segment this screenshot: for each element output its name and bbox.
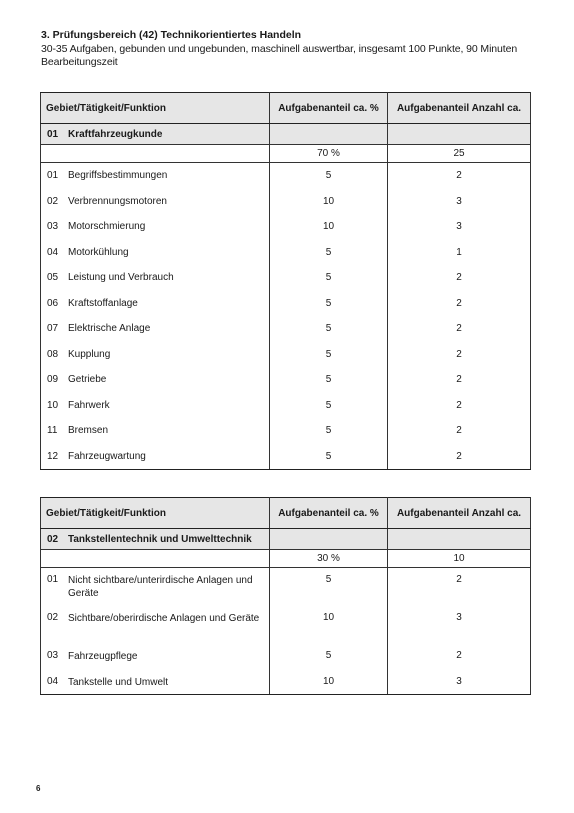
row-code: 07 (47, 323, 59, 335)
row-code: 04 (47, 246, 59, 258)
row-code: 03 (47, 221, 59, 233)
row-code: 08 (47, 348, 59, 360)
row-percent: 5 (270, 316, 388, 342)
row-label: Fahrwerk (68, 399, 110, 411)
table-row (41, 444, 531, 470)
row-code: 03 (47, 649, 59, 661)
row-percent: 5 (270, 265, 388, 291)
total-percent: 30 % (270, 550, 388, 568)
row-count: 3 (388, 189, 531, 215)
table-kraftfahrzeugkunde (40, 92, 531, 470)
column-header-area: Gebiet/Tätigkeit/Funktion (41, 93, 270, 124)
row-code: 01 (47, 170, 59, 182)
row-count: 3 (388, 606, 531, 644)
row-percent: 10 (270, 189, 388, 215)
row-code: 05 (47, 272, 59, 284)
row-count: 2 (388, 316, 531, 342)
table-row (41, 418, 531, 444)
row-label: Motorkühlung (68, 246, 129, 258)
group-row (41, 529, 531, 550)
total-row (41, 550, 531, 568)
row-count: 3 (388, 214, 531, 240)
column-header-percent: Aufgabenanteil ca. % (270, 93, 388, 124)
column-header-percent: Aufgabenanteil ca. % (270, 498, 388, 529)
row-label: Leistung und Verbrauch (68, 272, 174, 284)
row-label: Getriebe (68, 374, 107, 386)
row-percent: 5 (270, 163, 388, 189)
total-percent: 70 % (270, 145, 388, 163)
row-label: Elektrische Anlage (68, 323, 151, 335)
page-number: 6 (36, 784, 41, 793)
table-tankstellentechnik (40, 497, 531, 695)
row-label: Begriffsbestimmungen (68, 170, 168, 182)
row-count: 2 (388, 342, 531, 368)
table-row (41, 367, 531, 393)
row-percent: 10 (270, 214, 388, 240)
group-code: 01 (47, 128, 59, 140)
row-code: 09 (47, 374, 59, 386)
row-count: 2 (388, 444, 531, 470)
row-count: 2 (388, 367, 531, 393)
table-row (41, 342, 531, 368)
row-label: Motorschmierung (68, 221, 146, 233)
row-code: 04 (47, 675, 59, 687)
row-count: 2 (388, 568, 531, 606)
row-count: 2 (388, 163, 531, 189)
row-label: Fahrzeugwartung (68, 450, 146, 462)
row-code: 10 (47, 399, 59, 411)
row-count: 1 (388, 240, 531, 266)
table-header-row (41, 93, 531, 124)
row-percent: 5 (270, 240, 388, 266)
table-row (41, 265, 531, 291)
row-count: 2 (388, 418, 531, 444)
row-percent: 5 (270, 644, 388, 670)
row-code: 01 (47, 574, 59, 585)
row-label: Sichtbare/oberirdische Anlagen und Geräte (68, 612, 260, 624)
row-code: 02 (47, 611, 59, 623)
row-code: 06 (47, 297, 59, 309)
row-label: Bremsen (68, 425, 109, 437)
total-count: 10 (388, 550, 531, 568)
row-code: 11 (47, 425, 58, 437)
row-percent: 5 (270, 444, 388, 470)
column-header-count: Aufgabenanteil Anzahl ca. (388, 498, 531, 529)
table-row (41, 316, 531, 342)
column-header-area: Gebiet/Tätigkeit/Funktion (41, 498, 270, 529)
row-code: 02 (47, 195, 59, 207)
row-label: Fahrzeugpflege (68, 650, 138, 662)
row-percent: 5 (270, 418, 388, 444)
table-row (41, 189, 531, 215)
total-row (41, 145, 531, 163)
column-header-count: Aufgabenanteil Anzahl ca. (388, 93, 531, 124)
row-percent: 10 (270, 606, 388, 644)
row-code: 12 (47, 450, 59, 462)
table-row (41, 670, 531, 695)
section-description: 30-35 Aufgaben, gebunden und ungebunden, maschinell auswertbar, insgesamt 100 Punkte, 90 Minuten Bearbeitungszeit (41, 43, 518, 68)
row-percent: 5 (270, 393, 388, 419)
row-label: Tankstelle und Umwelt (68, 676, 169, 688)
row-count: 2 (388, 265, 531, 291)
group-label: Kraftfahrzeugkunde (68, 128, 163, 140)
group-row (41, 124, 531, 145)
row-percent: 5 (270, 291, 388, 317)
table-row (41, 240, 531, 266)
table-row (41, 606, 531, 644)
row-count: 2 (388, 644, 531, 670)
table-row (41, 568, 531, 606)
section-title: 3. Prüfungsbereich (42) Technikorientiertes Handeln (41, 29, 302, 41)
table-row (41, 393, 531, 419)
row-count: 2 (388, 291, 531, 317)
row-label: Nicht sichtbare/unterirdische Anlagen und Geräte (68, 575, 253, 599)
group-code: 02 (47, 533, 59, 545)
row-label: Kupplung (68, 348, 111, 360)
row-count: 2 (388, 393, 531, 419)
row-percent: 5 (270, 342, 388, 368)
table-row (41, 644, 531, 670)
group-label: Tankstellentechnik und Umwelttechnik (68, 533, 252, 545)
row-count: 3 (388, 670, 531, 695)
row-label: Kraftstoffanlage (68, 297, 138, 309)
section-heading (41, 29, 561, 69)
total-count: 25 (388, 145, 531, 163)
row-percent: 5 (270, 568, 388, 606)
row-percent: 5 (270, 367, 388, 393)
table-row (41, 214, 531, 240)
table-header-row (41, 498, 531, 529)
row-label: Verbrennungsmotoren (68, 195, 167, 207)
table-row (41, 291, 531, 317)
table-row (41, 163, 531, 189)
row-percent: 10 (270, 670, 388, 695)
